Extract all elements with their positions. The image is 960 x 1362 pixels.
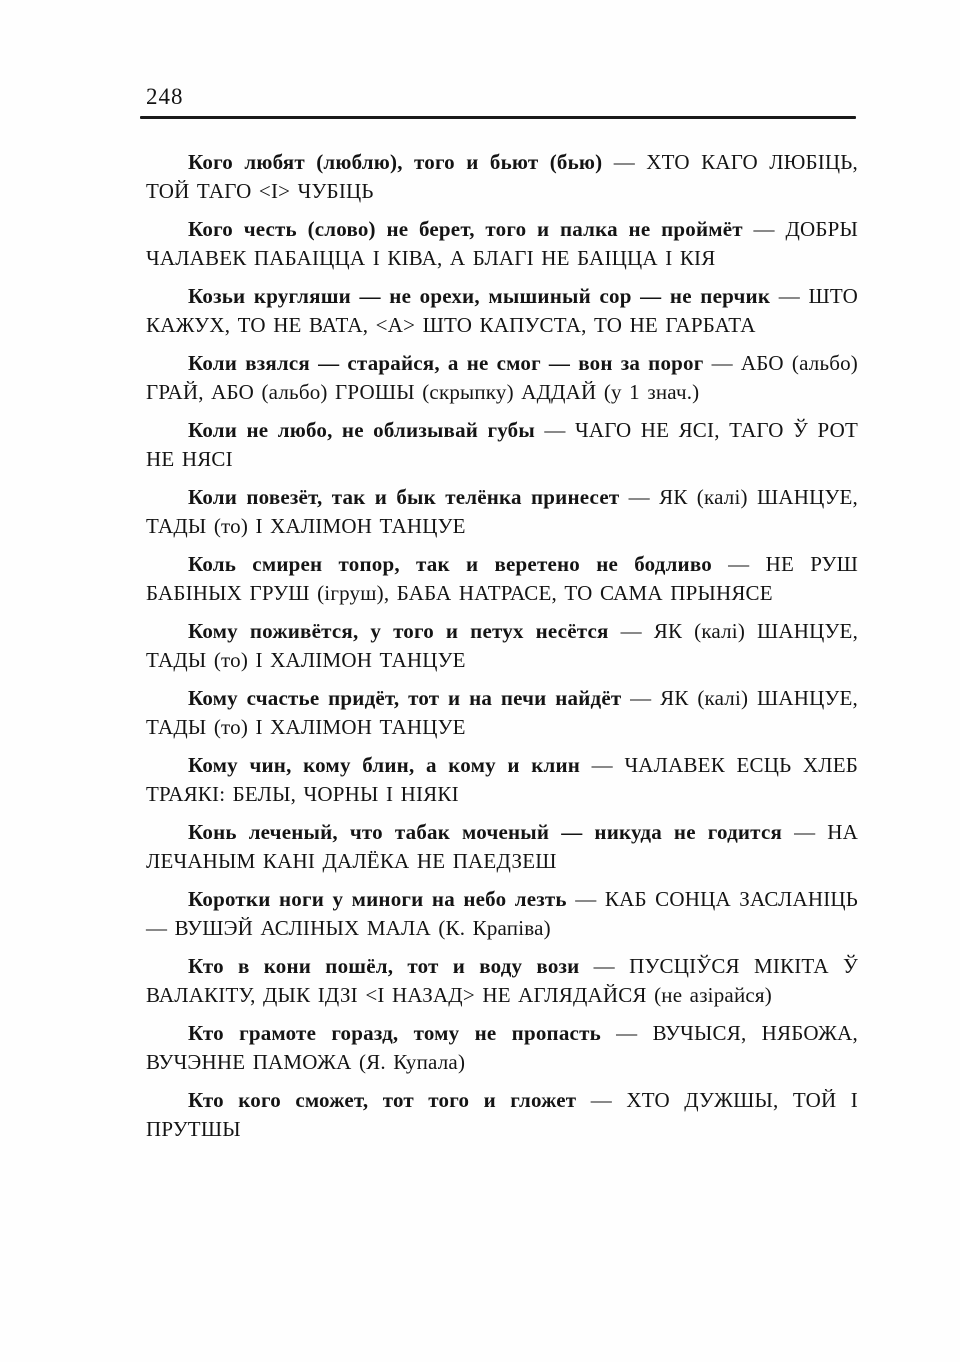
proverb-entry xyxy=(146,550,858,608)
dash-separator: — xyxy=(616,1021,638,1045)
proverb-belarusian: ЯК (калі) ШАНЦУЕ, ТАДЫ (то) І ХАЛІМОН ТАНЦУЕ xyxy=(146,619,859,672)
proverb-russian: Коль смирен топор, так и веретено не бодливо xyxy=(188,552,712,576)
proverb-entry xyxy=(146,751,858,809)
proverb-russian: Кому счастье придёт, тот и на печи найдёт xyxy=(188,686,622,710)
proverb-entry xyxy=(146,684,858,742)
dash-separator: — xyxy=(794,820,816,844)
page-number: 248 xyxy=(146,84,184,109)
proverb-entry xyxy=(146,952,858,1010)
proverb-belarusian: КАБ СОНЦА ЗАСЛАНІЦЬ — ВУШЭЙ АСЛІНЫХ МАЛА (К. Крапіва) xyxy=(146,887,859,940)
proverb-russian: Козьи кругляши — не орехи, мышиный сор — не перчик xyxy=(188,284,771,308)
dash-separator: — xyxy=(728,552,750,576)
proverb-russian: Коротки ноги у миноги на небо лезть xyxy=(188,887,567,911)
proverb-entry xyxy=(146,617,858,675)
proverb-belarusian: ВУЧЫСЯ, НЯБОЖА, ВУЧЭННЕ ПАМОЖА (Я. Купала) xyxy=(146,1021,858,1074)
proverb-entry xyxy=(146,1086,858,1144)
proverb-russian: Кто кого сможет, тот того и гложет xyxy=(188,1088,577,1112)
proverb-entry xyxy=(146,215,858,273)
dash-separator: — xyxy=(778,284,800,308)
proverb-list xyxy=(146,148,858,1153)
dash-separator: — xyxy=(590,1088,612,1112)
proverb-belarusian: ХТО КАГО ЛЮБІЦЬ, ТОЙ ТАГО <І> ЧУБІЦЬ xyxy=(146,150,858,203)
proverb-entry xyxy=(146,1019,858,1077)
dash-separator: — xyxy=(753,217,775,241)
proverb-entry xyxy=(146,483,858,541)
dash-separator: — xyxy=(630,686,652,710)
dash-separator: — xyxy=(711,351,733,375)
proverb-belarusian: НА ЛЕЧАНЫМ КАНІ ДАЛЁКА НЕ ПАЕДЗЕШ xyxy=(146,820,859,873)
proverb-entry xyxy=(146,148,858,206)
proverb-russian: Конь леченый, что табак моченый — никуда не годится xyxy=(188,820,783,844)
proverb-belarusian: ДОБРЫ ЧАЛАВЕК ПАБАІЦЦА І КІВА, А БЛАГІ НЕ БАІЦЦА І КІЯ xyxy=(146,217,858,270)
proverb-belarusian: АБО (альбо) ГРАЙ, АБО (альбо) ГРОШЫ (скрыпку) АДДАЙ (у 1 знач.) xyxy=(146,351,859,404)
proverb-entry xyxy=(146,885,858,943)
proverb-belarusian: ПУСЦІЎСЯ МІКІТА Ў ВАЛАКІТУ, ДЫК ІДЗІ <І НАЗАД> НЕ АГЛЯДАЙСЯ (не азірайся) xyxy=(146,954,859,1007)
proverb-russian: Кому поживётся, у того и петух несётся xyxy=(188,619,609,643)
proverb-belarusian: ЯК (калі) ШАНЦУЕ, ТАДЫ (то) І ХАЛІМОН ТАНЦУЕ xyxy=(146,686,858,739)
proverb-belarusian: ЧАГО НЕ ЯСІ, ТАГО Ў РОТ НЕ НЯСІ xyxy=(146,418,859,471)
proverb-entry xyxy=(146,282,858,340)
proverb-belarusian: ХТО ДУЖШЫ, ТОЙ І ПРУТШЫ xyxy=(146,1088,858,1141)
proverb-belarusian: ЧАЛАВЕК ЕСЦЬ ХЛЕБ ТРАЯКІ: БЕЛЫ, ЧОРНЫ І НІЯКІ xyxy=(146,753,859,806)
proverb-entry xyxy=(146,416,858,474)
proverb-russian: Коли не любо, не облизывай губы xyxy=(188,418,535,442)
proverb-belarusian: ШТО КАЖУХ, ТО НЕ ВАТА, <А> ШТО КАПУСТА, ТО НЕ ГАРБАТА xyxy=(146,284,859,337)
proverb-russian: Кого любят (люблю), того и бьют (бью) xyxy=(188,150,603,174)
dash-separator: — xyxy=(620,619,642,643)
proverb-entry xyxy=(146,818,858,876)
header-rule xyxy=(140,116,856,119)
proverb-entry xyxy=(146,349,858,407)
dash-separator: — xyxy=(575,887,597,911)
proverb-russian: Кто грамоте горазд, тому не пропасть xyxy=(188,1021,601,1045)
proverb-russian: Кто в кони пошёл, тот и воду вози xyxy=(188,954,580,978)
proverb-russian: Кого честь (слово) не берет, того и палка не проймёт xyxy=(188,217,743,241)
dash-separator: — xyxy=(613,150,635,174)
dash-separator: — xyxy=(544,418,566,442)
proverb-belarusian: НЕ РУШ БАБІНЫХ ГРУШ (ігруш), БАБА НАТРАСЕ, ТО САМА ПРЫНЯСЕ xyxy=(146,552,859,605)
dash-separator: — xyxy=(628,485,650,509)
proverb-belarusian: ЯК (калі) ШАНЦУЕ, ТАДЫ (то) І ХАЛІМОН ТАНЦУЕ xyxy=(146,485,858,538)
dash-separator: — xyxy=(591,753,613,777)
dash-separator: — xyxy=(593,954,615,978)
proverb-russian: Коли взялся — старайся, а не смог — вон за порог xyxy=(188,351,704,375)
proverb-russian: Кому чин, кому блин, а кому и клин xyxy=(188,753,581,777)
proverb-russian: Коли повезёт, так и бык телёнка принесет xyxy=(188,485,620,509)
